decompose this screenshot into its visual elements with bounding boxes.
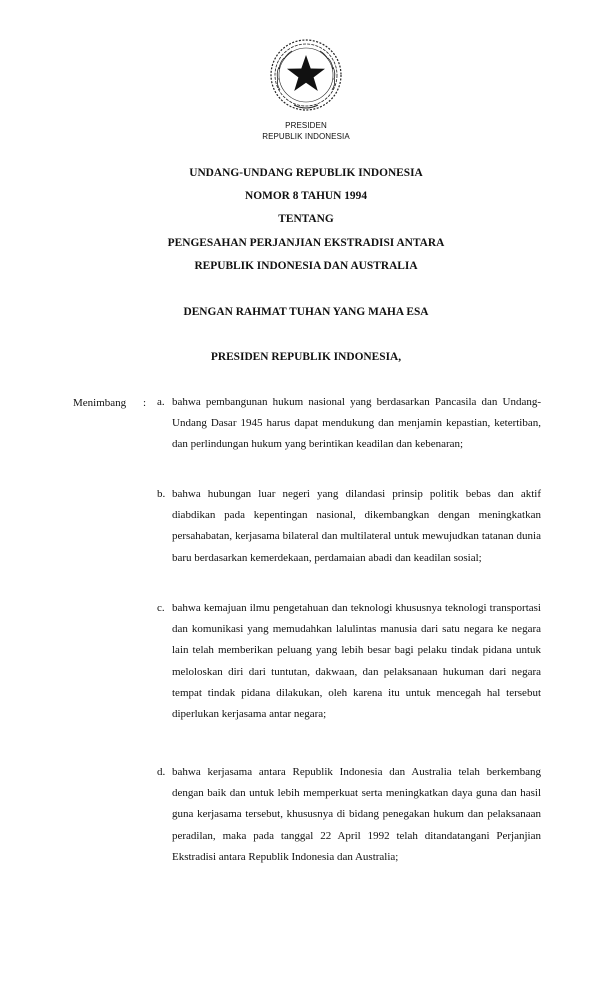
clause-marker-b: b.	[157, 488, 166, 500]
clause-text-b: bahwa hubungan luar negeri yang dilandasi prinsip politik bebas dan aktif diabdikan pada kepentingan nasional, dikembangkan dengan meningkatkan persahabatan, kerjasama bilateral dan multilateral untuk mewujudkan tatanan dunia baru berdasarkan kemerdekaan, perdamaian abadi dan keadilan sosial;	[172, 488, 541, 564]
considering-label: Menimbang	[73, 397, 127, 409]
about-heading: TENTANG	[278, 213, 334, 225]
clause-text-c: bahwa kemajuan ilmu pengetahuan dan teknologi khususnya teknologi transportasi dan komunikasi yang memudahkan lalulintas manusia dari satu negara ke negara lain telah memberikan peluang yang lebih besar bagi pelaku tindak pidana untuk meloloskan diri dari tuntutan, dakwaan, dan pelaksanaan hukuman dari negara tempat tindak pidana dilakukan, oleh karena itu untuk mencegah hal tersebut diperlukan kerjasama antar negara;	[172, 602, 541, 721]
law-number-heading: NOMOR 8 TAHUN 1994	[244, 190, 368, 202]
considering-colon: :	[143, 397, 147, 409]
clause-marker-a: a.	[157, 396, 165, 408]
law-subject-heading-2: REPUBLIK INDONESIA DAN AUSTRALIA	[194, 260, 418, 272]
office-title-president: PRESIDEN	[285, 121, 327, 130]
law-type-heading: UNDANG-UNDANG REPUBLIK INDONESIA	[189, 167, 423, 179]
office-title-republic: REPUBLIK INDONESIA	[262, 132, 350, 141]
law-subject-heading-1: PENGESAHAN PERJANJIAN EKSTRADISI ANTARA	[167, 237, 445, 249]
presidential-seal-icon	[266, 35, 346, 115]
clause-text-d: bahwa kerjasama antara Republik Indonesia dan Australia telah berkembang dengan baik dan untuk lebih memperkuat serta meningkatkan daya guna dan hasil guna kerjasama tersebut, khususnya di bidang penegakan hukum dan pelaksanaan peradilan, maka pada tanggal 22 April 1992 telah ditandatangani Perjanjian Ekstradisi antara Republik Indonesia dan Australia;	[172, 766, 541, 863]
president-heading: PRESIDEN REPUBLIK INDONESIA,	[210, 351, 402, 363]
invocation-heading: DENGAN RAHMAT TUHAN YANG MAHA ESA	[183, 306, 429, 318]
clause-text-a: bahwa pembangunan hukum nasional yang berdasarkan Pancasila dan Undang-Undang Dasar 1945 harus dapat mendukung dan menjamin kepastian, ketertiban, dan perlindungan hukum yang berintikan keadilan dan kebenaran;	[172, 396, 541, 451]
clause-marker-c: c.	[157, 602, 165, 614]
clause-marker-d: d.	[157, 766, 166, 778]
